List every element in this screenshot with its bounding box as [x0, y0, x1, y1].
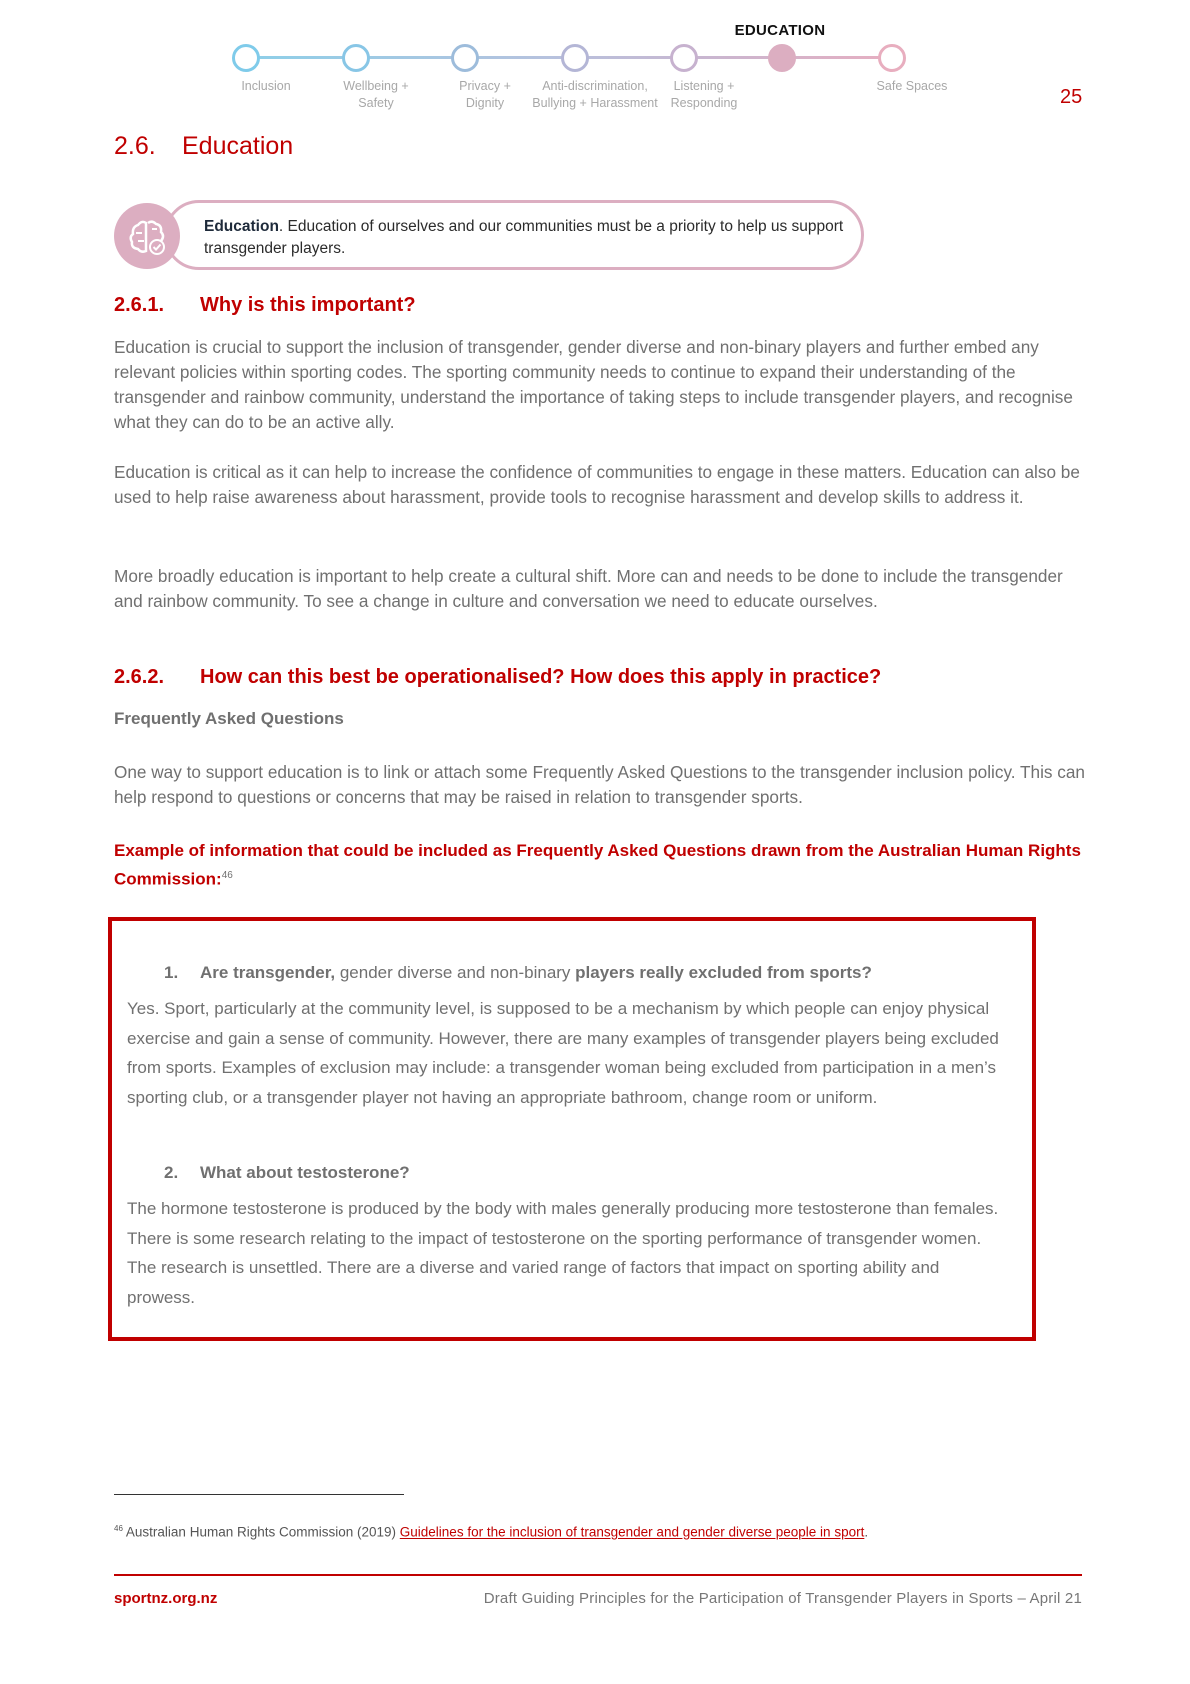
step-wellbeing-node[interactable]	[342, 44, 370, 72]
faq-question-1	[164, 963, 872, 983]
brain-icon	[114, 203, 180, 269]
section-title	[114, 132, 293, 161]
faq-question-2-number: 2.	[164, 1163, 179, 1182]
heading-2-6-1-number: 2.6.1.	[114, 294, 165, 316]
faq-question-2-bold: What about testosterone?	[200, 1163, 410, 1182]
faq-subheading: Frequently Asked Questions	[114, 709, 344, 728]
heading-2-6-1-title: Why is this important?	[200, 294, 416, 316]
faq-answer-1: Yes. Sport, particularly at the community level, is supposed to be a mechanism by which people can enjoy physical exercise and gain a sense of community. However, there are many examples of transgender players being excluded from sports. Examples of exclusion may include: a transgender woman being excluded from participation in a men’s sporting club, or a transgender player not having an appropriate bathroom, change room or uniform.	[127, 999, 999, 1107]
step-education-node[interactable]	[768, 44, 796, 72]
step-privacy-node[interactable]	[451, 44, 479, 72]
section-title-text: Education	[182, 132, 294, 160]
section-number: 2.6.	[114, 132, 156, 160]
footnote-link[interactable]: Guidelines for the inclusion of transgender and gender diverse people in sport	[399, 1524, 865, 1540]
step-label-listening: Listening + Responding	[670, 79, 738, 110]
example-intro	[114, 838, 1094, 892]
step-safe-spaces-node[interactable]	[878, 44, 906, 72]
step-label-wellbeing: Wellbeing + Safety	[343, 79, 409, 110]
page-number: 25	[1060, 86, 1083, 108]
step-listening-node[interactable]	[670, 44, 698, 72]
footnote	[114, 1524, 868, 1540]
footer-rule	[114, 1574, 1082, 1576]
heading-2-6-2-number: 2.6.2.	[114, 666, 165, 688]
step-label-safe-spaces: Safe Spaces	[876, 79, 948, 93]
heading-2-6-2-title: How can this best be operationalised? How does this apply in practice?	[200, 666, 882, 688]
paragraph-importance-1: Education is crucial to support the inclusion of transgender, gender diverse and non-binary players and further embed any relevant policies within sporting codes. The sporting community needs to continue to expand their understanding of the transgender and rainbow community, understand the importance of taking steps to include transgender players, and recognise what they can do to be an active ally.	[114, 337, 1073, 432]
example-intro-text: Example of information that could be included as Frequently Asked Questions drawn from the Australian Human Rights Commission:	[114, 841, 1081, 889]
paragraph-importance-2: Education is critical as it can help to increase the confidence of communities to engage in these matters. Education can also be used to help raise awareness about harassment, provide tools to recognise harassment and develop skills to address it.	[114, 462, 1080, 507]
step-label-inclusion: Inclusion	[241, 79, 291, 93]
footnote-end: .	[864, 1524, 869, 1540]
callout-bold: Education	[204, 218, 279, 235]
example-footnote-ref[interactable]: 46	[221, 870, 233, 881]
footnote-text: Australian Human Rights Commission (2019)	[122, 1524, 400, 1540]
faq-answer-2: The hormone testosterone is produced by the body with males generally producing more testosterone than females. There is some research relating to the impact of testosterone on the sporting performance of transgender women. The research is unsettled. There are a diverse and varied range of factors that impact on sporting ability and prowess.	[127, 1199, 999, 1307]
step-label-anti-discrimination: Anti-discrimination, Bullying + Harassment	[532, 79, 658, 110]
paragraph-faq-intro: One way to support education is to link or attach some Frequently Asked Questions to the transgender inclusion policy. This can help respond to questions or concerns that may be raised in relation to transgender sports.	[114, 762, 1085, 807]
footer-document-title: Draft Guiding Principles for the Participation of Transgender Players in Sports – April 21	[483, 1590, 1082, 1607]
progress-tracker	[230, 20, 960, 120]
footnote-number: 46	[114, 1524, 123, 1533]
callout-text	[204, 216, 854, 260]
faq-question-2	[164, 1163, 410, 1183]
step-anti-discrimination-node[interactable]	[561, 44, 589, 72]
step-label-privacy: Privacy + Dignity	[459, 79, 511, 110]
paragraph-importance-3: More broadly education is important to help create a cultural shift. More can and needs to be done to include the transgender and rainbow community. To see a change in culture and conversation we need to educate ourselves.	[114, 566, 1063, 611]
callout-body: . Education of ourselves and our communities must be a priority to help us support transgender players.	[204, 218, 844, 257]
faq-question-1-number: 1.	[164, 963, 179, 982]
faq-question-1-bold-a: Are transgender,	[200, 963, 336, 982]
footnote-rule	[114, 1494, 404, 1495]
current-step-label: EDUCATION	[734, 22, 826, 39]
heading-2-6-1	[114, 294, 416, 317]
heading-2-6-2	[114, 666, 881, 689]
faq-question-1-bold-b: players really excluded from sports?	[575, 963, 872, 982]
step-inclusion-node[interactable]	[232, 44, 260, 72]
footer-website[interactable]: sportnz.org.nz	[114, 1590, 218, 1607]
faq-question-1-plain: gender diverse and non-binary	[335, 963, 576, 982]
